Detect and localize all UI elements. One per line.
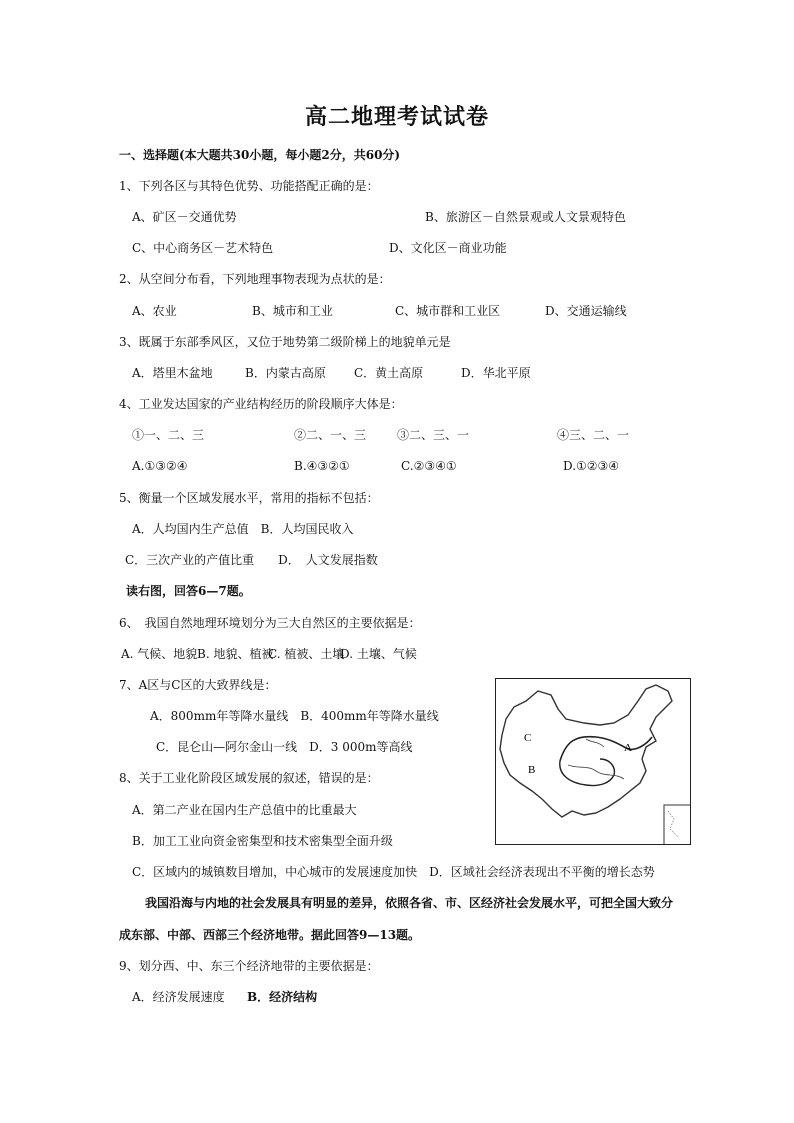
region-boundary-b (560, 759, 615, 786)
river-line-2 (586, 739, 604, 747)
question-8-option-a: A．第二产业在国内生产总值中的比重最大 (132, 803, 357, 817)
question-8-options-cd: C．区域内的城镇数目增加，中心城市的发展速度加快 D．区域社会经济表现出不平衡的增长态势 (132, 865, 655, 879)
question-6-option-b: B. 地貌、植被 (197, 647, 274, 661)
question-7-stem: 7、A区与C区的大致界线是： (119, 678, 277, 692)
question-2-option-a: A、农业 (132, 304, 177, 318)
question-6-stem: 6、 我国自然地理环境划分为三大自然区的主要依据是： (119, 616, 421, 630)
question-4-option-b: B.④③②① (294, 459, 350, 473)
question-4-item-2: ②二、一、三 (294, 428, 367, 442)
question-4-option-d: D.①②③④ (563, 459, 620, 473)
question-1-option-b: B、旅游区－自然景观或人文景观特色 (425, 210, 626, 224)
question-9-option-a: A．经济发展速度 (132, 990, 225, 1004)
question-3-option-c: C．黄土高原 (354, 366, 424, 380)
question-2-option-b: B、城市和工业 (252, 304, 333, 318)
question-4-stem: 4、工业发达国家的产业结构经历的阶段顺序大体是： (119, 397, 403, 411)
question-9-option-b: B．经济结构 (247, 990, 318, 1004)
river-line (568, 765, 624, 779)
question-9-stem: 9、划分西、中、东三个经济地带的主要依据是： (119, 959, 379, 973)
passage-line-1: 我国沿海与内地的社会发展具有明显的差异，依照各省、市、区经济社会发展水平，可把全国大致分 (145, 896, 674, 910)
page-title: 高二地理考试试卷 (304, 104, 489, 130)
question-6-option-c: C. 植被、土壤 (268, 647, 345, 661)
question-1-option-a: A、矿区－交通优势 (132, 210, 237, 224)
question-3-option-a: A．塔里木盆地 (132, 366, 213, 380)
china-outline (500, 685, 672, 817)
question-3-stem: 3、既属于东部季风区，又位于地势第二级阶梯上的地貌单元是 (119, 335, 451, 349)
question-1-stem: 1、下列各区与其特色优势、功能搭配正确的是： (119, 179, 379, 193)
region-boundary-a-c (560, 737, 652, 761)
question-2-option-d: D、交通运输线 (545, 304, 627, 318)
question-5-stem: 5、衡量一个区域发展水平，常用的指标不包括： (119, 491, 379, 505)
question-7-options-cd: C．昆仑山—阿尔金山一线 D．3 000m等高线 (156, 740, 413, 754)
question-4-option-c: C.②③④① (401, 459, 457, 473)
question-2-option-c: C、城市群和工业区 (395, 304, 501, 318)
question-8-option-b: B．加工工业向资金密集型和技术密集型全面升级 (132, 834, 393, 848)
passage-line-2: 成东部、中部、西部三个经济地带。据此回答9—13题。 (119, 928, 421, 942)
china-region-map (495, 678, 691, 845)
question-2-stem: 2、从空间分布看，下列地理事物表现为点状的是： (119, 272, 391, 286)
question-4-item-4: ④三、二、一 (557, 428, 630, 442)
read-map-instruction: 读右图，回答6—7题。 (126, 584, 251, 598)
question-5-options-cd: C．三次产业的产值比重 D． 人文发展指数 (125, 553, 378, 567)
map-label-c: C (524, 732, 532, 744)
map-label-a: A (624, 742, 632, 754)
question-1-option-d: D、文化区－商业功能 (389, 241, 507, 255)
question-8-stem: 8、关于工业化阶段区域发展的叙述，错误的是： (119, 771, 379, 785)
question-3-option-d: D．华北平原 (461, 366, 531, 380)
question-3-option-b: B．内蒙古高原 (245, 366, 326, 380)
section-heading: 一、选择题(本大题共30小题，每小题2分，共60分) (119, 148, 401, 162)
question-5-options-ab: A．人均国内生产总值 B．人均国民收入 (132, 522, 354, 536)
question-6-option-a: A. 气候、地貌 (121, 647, 198, 661)
question-4-option-a: A.①③②④ (132, 459, 188, 473)
question-1-option-c: C、中心商务区－艺术特色 (132, 241, 274, 255)
question-6-option-d: D. 土壤、气候 (340, 647, 417, 661)
question-7-options-ab: A．800mm年等降水量线 B．400mm年等降水量线 (150, 709, 439, 723)
question-4-item-3: ③二、三、一 (397, 428, 470, 442)
question-4-item-1: ①一、二、三 (132, 428, 205, 442)
map-label-b: B (528, 764, 536, 776)
